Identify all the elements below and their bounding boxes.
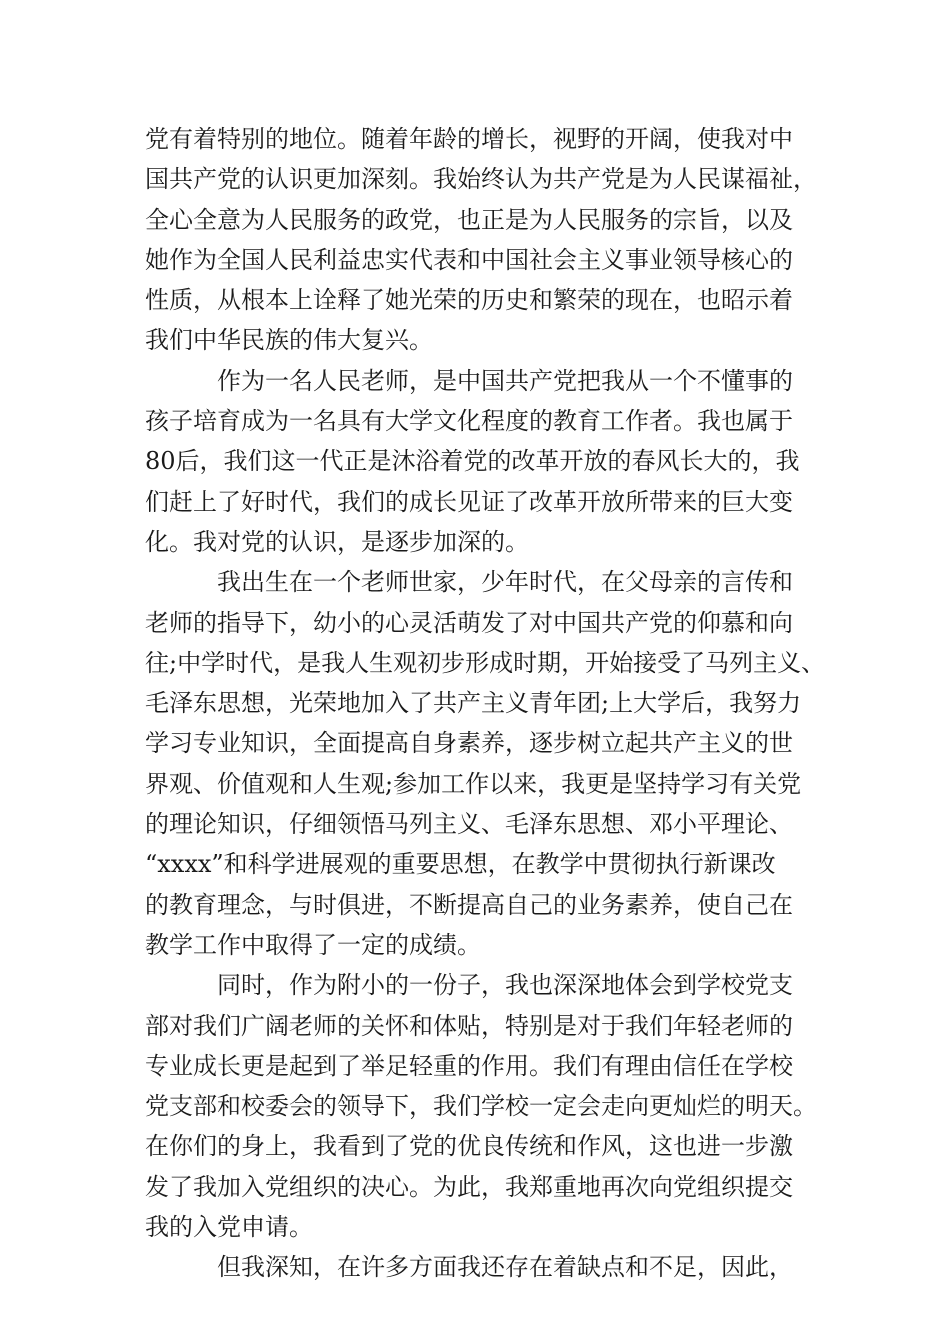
text-line: 我的入党申请。 — [145, 1213, 313, 1242]
text-line: 她作为全国人民利益忠实代表和中国社会主义事业领导核心的 — [145, 245, 793, 274]
text-line: 性质，从根本上诠释了她光荣的历史和繁荣的现在，也昭示着 — [145, 286, 793, 315]
text-line: 党支部和校委会的领导下，我们学校一定会走向更灿烂的明天。 — [145, 1092, 817, 1121]
text-line: 孩子培育成为一名具有大学文化程度的教育工作者。我也属于 — [145, 407, 793, 436]
text-line: 但我深知，在许多方面我还存在着缺点和不足，因此， — [217, 1253, 793, 1282]
text-line: 的理论知识，仔细领悟马列主义、毛泽东思想、邓小平理论、 — [145, 810, 793, 839]
text-line: 部对我们广阔老师的关怀和体贴，特别是对于我们年轻老师的 — [145, 1011, 793, 1040]
paragraph-4 — [145, 965, 825, 1247]
text-line: 全心全意为人民服务的政党，也正是为人民服务的宗旨，以及 — [145, 205, 793, 234]
paragraph-1 — [145, 119, 825, 361]
text-line: 专业成长更是起到了举足轻重的作用。我们有理由信任在学校 — [145, 1051, 793, 1080]
text-line: 毛泽东思想，光荣地加入了共产主义青年团;上大学后，我努力 — [145, 689, 802, 718]
text-line: 在你们的身上，我看到了党的优良传统和作风，这也进一步激 — [145, 1132, 793, 1161]
text-line: 作为一名人民老师，是中国共产党把我从一个不懂事的 — [217, 366, 793, 395]
paragraph-2 — [145, 361, 825, 562]
paragraph-5 — [145, 1247, 825, 1287]
text-line: 国共产党的认识更加深刻。我始终认为共产党是为人民谋福祉， — [145, 165, 817, 194]
text-line: 往;中学时代，是我人生观初步形成时期，开始接受了马列主义、 — [145, 648, 826, 677]
text-line: 的教育理念，与时俱进，不断提高自己的业务素养，使自己在 — [145, 890, 793, 919]
text-line: 老师的指导下，幼小的心灵活萌发了对中国共产党的仰慕和向 — [145, 608, 793, 637]
text-line: 发了我加入党组织的决心。为此，我郑重地再次向党组织提交 — [145, 1172, 793, 1201]
text-line: 80后，我们这一代正是沐浴着党的改革开放的春风长大的，我 — [145, 447, 800, 476]
text-line: “xxxx”和科学进展观的重要思想，在教学中贯彻执行新课改 — [145, 850, 776, 879]
text-line: 们赶上了好时代，我们的成长见证了改革开放所带来的巨大变 — [145, 487, 793, 516]
text-line: 学习专业知识，全面提高自身素养，逐步树立起共产主义的世 — [145, 729, 793, 758]
text-line: 我们中华民族的伟大复兴。 — [145, 326, 433, 355]
text-line: 界观、价值观和人生观;参加工作以来，我更是坚持学习有关党 — [145, 769, 802, 798]
text-line: 党有着特别的地位。随着年龄的增长，视野的开阔，使我对中 — [145, 125, 793, 153]
text-line: 教学工作中取得了一定的成绩。 — [145, 930, 481, 959]
paragraph-3 — [145, 562, 825, 965]
text-line: 化。我对党的认识，是逐步加深的。 — [145, 527, 529, 556]
document-body — [145, 119, 825, 1288]
text-line: 同时，作为附小的一份子，我也深深地体会到学校党支 — [217, 971, 793, 1000]
text-line: 我出生在一个老师世家，少年时代，在父母亲的言传和 — [217, 568, 793, 597]
